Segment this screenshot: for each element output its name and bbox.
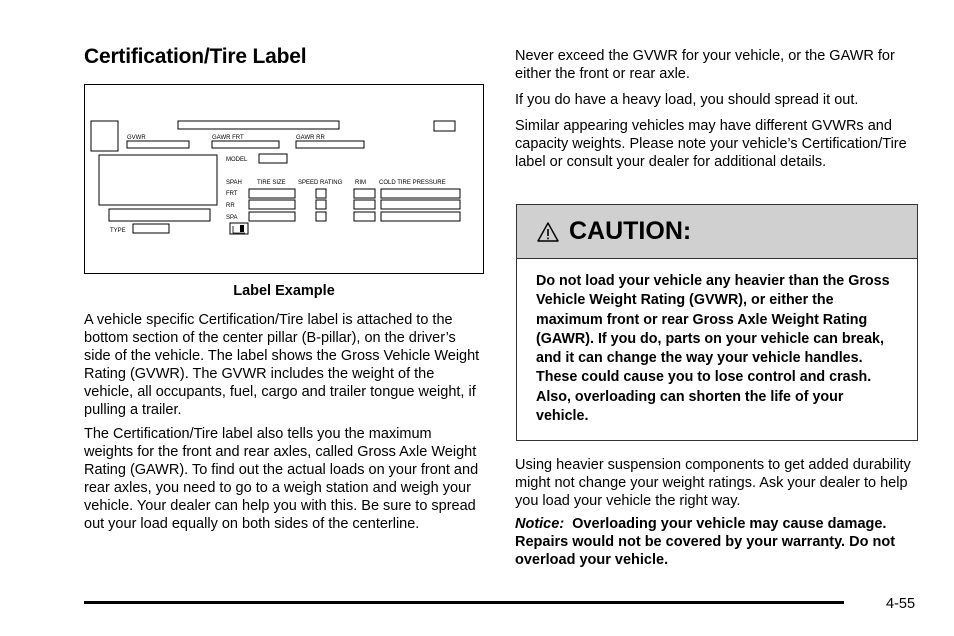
label-cold-tire-pressure: COLD TIRE PRESSURE	[379, 180, 446, 186]
label-spa: SPA	[226, 215, 238, 221]
certification-label-figure	[84, 84, 484, 274]
page-number: 4-55	[886, 596, 916, 612]
section-title: Certification/Tire Label	[84, 45, 307, 68]
label-gvwr: GVWR	[127, 135, 146, 141]
label-gawr-frt: GAWR FRT	[212, 135, 244, 141]
label-spah: SPAH	[226, 180, 242, 186]
notice-text: Overloading your vehicle may cause damage. Repairs would not be covered by your warranty. Do not overload your vehicle.	[515, 516, 896, 568]
info-book-icon	[233, 225, 245, 233]
paragraph-never-exceed: Never exceed the GVWR for your vehicle, or the GAWR for either the front or rear axle.	[515, 48, 895, 82]
paragraph-label-location: A vehicle specific Certification/Tire label is attached to the bottom section of the center pillar (B-pillar), on the driver’s side of the vehicle. The label shows the Gross Vehicle Weight Rating (GVWR). The GVWR includes the weight of the vehicle, all occupants, fuel, cargo and trailer tongue weight, if pulling a trailer.	[84, 312, 480, 418]
label-rim: RIM	[355, 180, 366, 186]
label-tire-size: TIRE SIZE	[257, 180, 286, 186]
label-frt: FRT	[226, 191, 238, 197]
paragraph-heavy-load: If you do have a heavy load, you should spread it out.	[515, 92, 859, 108]
paragraph-similar-vehicles: Similar appearing vehicles may have different GVWRs and capacity weights. Please note your vehicle’s Certification/Tire label or consult your dealer for additional details.	[515, 118, 907, 170]
label-diagram	[85, 85, 482, 272]
paragraph-suspension: Using heavier suspension components to get added durability might not change your weight ratings. Ask your dealer to help you load your vehicle the right way.	[515, 457, 911, 509]
caution-box	[516, 204, 918, 441]
label-rr: RR	[226, 203, 235, 209]
paragraph-axle-weights: The Certification/Tire label also tells you the maximum weights for the front and rear axles, called Gross Axle Weight Rating (GAWR). To find out the actual loads on your front and rear axles, you need to go to a weigh station and weigh your vehicle. Your dealer can help you with this. Be sure to spread out your load equally on both sides of the centerline.	[84, 426, 479, 532]
notice	[515, 515, 925, 569]
notice-label: Notice:	[515, 516, 565, 532]
label-model: MODEL	[226, 157, 248, 163]
figure-caption: Label Example	[233, 283, 335, 299]
caution-header	[517, 205, 917, 259]
footer-rule	[84, 601, 844, 604]
label-logo-box	[91, 121, 118, 151]
warning-triangle-icon	[537, 221, 559, 243]
label-speed-rating: SPEED RATING	[298, 180, 343, 186]
label-gawr-rr: GAWR RR	[296, 135, 325, 141]
label-type: TYPE	[110, 228, 126, 234]
caution-text: Do not load your vehicle any heavier than the Gross Vehicle Weight Rating (GVWR), or either the maximum front or rear Gross Axle Weight Rating (GAWR). If you do, parts on your vehicle can break, and it can change the way your vehicle handles. These could cause you to lose control and crash. Also, overloading can shorten the life of your vehicle.	[536, 273, 890, 425]
caution-title: CAUTION:	[569, 217, 692, 245]
